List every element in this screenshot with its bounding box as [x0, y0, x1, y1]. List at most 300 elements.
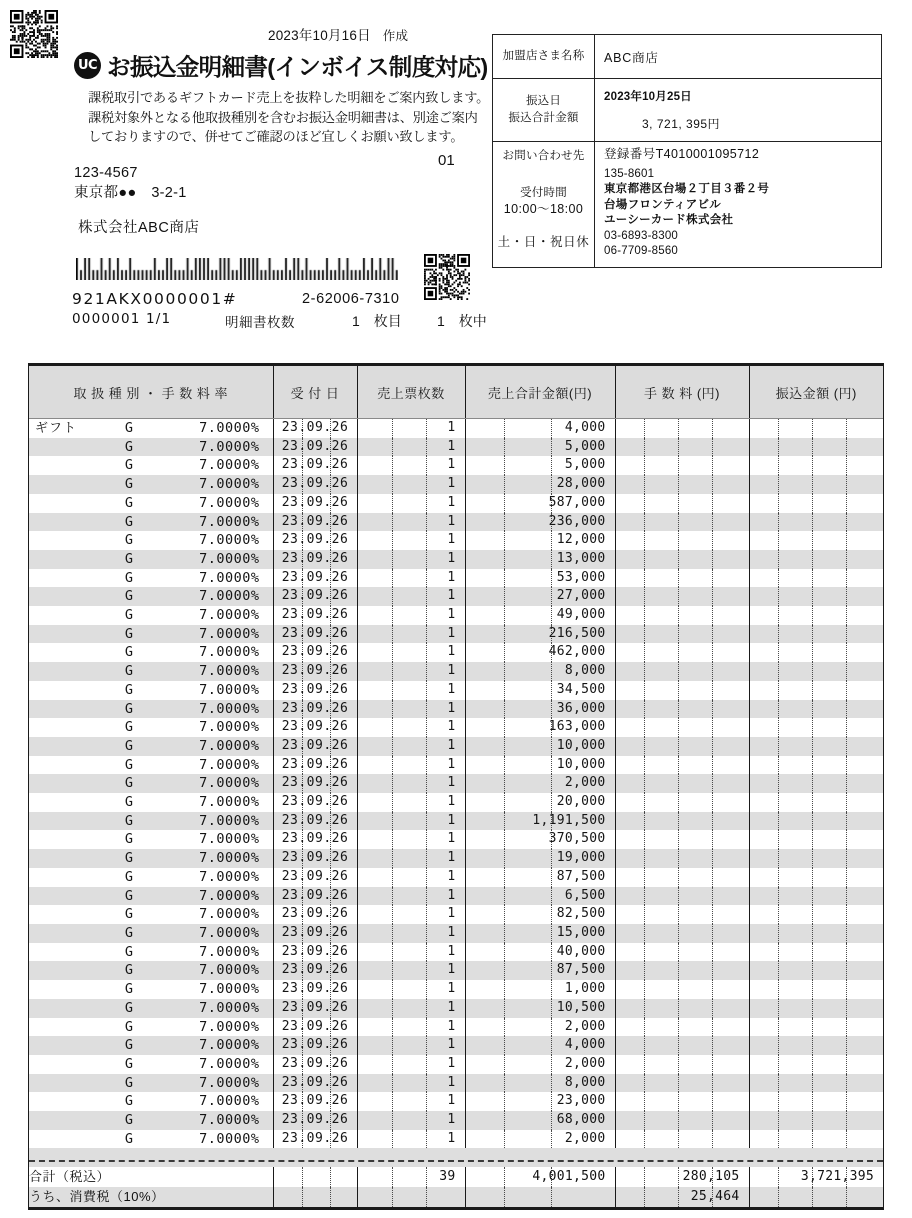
cell-kind-rate — [29, 438, 273, 457]
cell-slips: 1 — [357, 475, 465, 494]
table-row — [29, 1074, 883, 1093]
column-header-kind: 取 扱 種 別 ・ 手 数 料 率 — [29, 366, 273, 419]
cell-fee — [615, 550, 749, 569]
reference-number: 2-62006-7310 — [302, 291, 400, 307]
cell-date: 23.09.26 — [273, 999, 357, 1018]
cell-sales-amount: 4,000 — [465, 1036, 615, 1055]
cell-slips: 1 — [357, 943, 465, 962]
cell-slips: 1 — [357, 438, 465, 457]
table-row — [29, 793, 883, 812]
table-row — [29, 1055, 883, 1074]
kind-code: G — [124, 850, 134, 867]
cell-sales-amount: 36,000 — [465, 700, 615, 719]
fee-rate: 7.0000% — [199, 663, 260, 680]
cell-date: 23.09.26 — [273, 681, 357, 700]
kind-code: G — [124, 1130, 134, 1147]
fee-rate: 7.0000% — [199, 644, 260, 661]
cell-fee — [615, 980, 749, 999]
cell-kind-rate — [29, 531, 273, 550]
totals-sales: 4,001,500 — [465, 1167, 615, 1187]
kind-code: G — [124, 494, 134, 511]
cell-kind-rate — [29, 756, 273, 775]
cell-date: 23.09.26 — [273, 513, 357, 532]
table-row — [29, 1018, 883, 1037]
kind-code: G — [124, 868, 134, 885]
cell-kind-rate — [29, 513, 273, 532]
cell-kind-rate — [29, 1036, 273, 1055]
cell-kind-rate — [29, 662, 273, 681]
payment-total-label: 振込合計金額 — [508, 112, 579, 124]
fee-rate: 7.0000% — [199, 756, 260, 773]
uc-logo-icon: UC — [74, 52, 101, 79]
cell-transfer — [749, 943, 883, 962]
kind-code: G — [124, 532, 134, 549]
cell-transfer — [749, 1036, 883, 1055]
cell-fee — [615, 643, 749, 662]
cell-date: 23.09.26 — [273, 774, 357, 793]
cell-kind-rate — [29, 980, 273, 999]
table-row — [29, 961, 883, 980]
table-row — [29, 606, 883, 625]
cell-transfer — [749, 774, 883, 793]
cell-fee — [615, 587, 749, 606]
cell-transfer — [749, 550, 883, 569]
cell-slips: 1 — [357, 1018, 465, 1037]
cell-sales-amount: 10,000 — [465, 737, 615, 756]
merchant-info-box — [492, 34, 882, 268]
fee-rate: 7.0000% — [199, 1018, 260, 1035]
cell-slips: 1 — [357, 643, 465, 662]
cell-sales-amount: 87,500 — [465, 961, 615, 980]
cell-date: 23.09.26 — [273, 700, 357, 719]
cell-date: 23.09.26 — [273, 793, 357, 812]
fee-rate: 7.0000% — [199, 513, 260, 530]
postal-barcode — [76, 258, 398, 280]
cell-slips: 1 — [357, 756, 465, 775]
kind-code: G — [124, 981, 134, 998]
cell-fee — [615, 1074, 749, 1093]
cell-fee — [615, 606, 749, 625]
table-row — [29, 924, 883, 943]
cell-fee — [615, 625, 749, 644]
kind-code: G — [124, 1093, 134, 1110]
cell-date: 23.09.26 — [273, 1055, 357, 1074]
payment-total-value: 3, 721, 395円 — [642, 117, 721, 131]
fee-rate: 7.0000% — [199, 607, 260, 624]
cell-slips: 1 — [357, 718, 465, 737]
fee-rate: 7.0000% — [199, 943, 260, 960]
table-row — [29, 868, 883, 887]
table-row — [29, 849, 883, 868]
cell-transfer — [749, 849, 883, 868]
kind-code: G — [124, 1055, 134, 1072]
kind-code: G — [124, 1018, 134, 1035]
intro-line-3: しておりますので、併せてご確認のほど宜しくお願い致します。 — [88, 129, 464, 144]
cell-date: 23.09.26 — [273, 1092, 357, 1111]
page-number: 01 — [438, 152, 455, 169]
sheets-label: 明細書枚数 — [225, 315, 295, 330]
cell-sales-amount: 19,000 — [465, 849, 615, 868]
totals-transfer — [749, 1187, 883, 1207]
cell-sales-amount: 2,000 — [465, 774, 615, 793]
cell-date: 23.09.26 — [273, 494, 357, 513]
cell-sales-amount: 34,500 — [465, 681, 615, 700]
cell-slips: 1 — [357, 1074, 465, 1093]
cell-kind-rate — [29, 643, 273, 662]
cell-date: 23.09.26 — [273, 756, 357, 775]
cell-transfer — [749, 475, 883, 494]
table-row — [29, 1036, 883, 1055]
fee-rate: 7.0000% — [199, 420, 260, 436]
table-row — [29, 1092, 883, 1111]
fee-rate: 7.0000% — [199, 812, 260, 829]
cell-kind-rate — [29, 1055, 273, 1074]
fee-rate: 7.0000% — [199, 1130, 260, 1147]
kind-code: G — [124, 719, 134, 736]
kind-code: G — [124, 737, 134, 754]
table-header-row — [29, 366, 883, 419]
cell-sales-amount: 216,500 — [465, 625, 615, 644]
cell-date: 23.09.26 — [273, 887, 357, 906]
cell-fee — [615, 1111, 749, 1130]
qr-code-barcode-row — [424, 254, 470, 300]
totals-row — [29, 1167, 883, 1187]
contact-company: ユーシーカード株式会社 — [604, 214, 734, 226]
cell-slips: 1 — [357, 737, 465, 756]
kind-code: G — [124, 663, 134, 680]
table-totals — [29, 1167, 883, 1207]
cell-slips: 1 — [357, 980, 465, 999]
cell-sales-amount: 49,000 — [465, 606, 615, 625]
qr-code-top-left — [10, 10, 58, 58]
fee-rate: 7.0000% — [199, 569, 260, 586]
kind-code: G — [124, 700, 134, 717]
kind-code: G — [124, 1037, 134, 1054]
cell-kind-rate — [29, 999, 273, 1018]
cell-fee — [615, 849, 749, 868]
cell-kind-rate — [29, 569, 273, 588]
cell-sales-amount: 23,000 — [465, 1092, 615, 1111]
cell-fee — [615, 830, 749, 849]
table-row — [29, 587, 883, 606]
cell-date: 23.09.26 — [273, 643, 357, 662]
table-row — [29, 1130, 883, 1149]
cell-sales-amount: 82,500 — [465, 905, 615, 924]
cell-date: 23.09.26 — [273, 475, 357, 494]
cell-transfer — [749, 456, 883, 475]
cell-sales-amount: 53,000 — [465, 569, 615, 588]
kind-code: G — [124, 513, 134, 530]
cell-fee — [615, 494, 749, 513]
cell-kind-rate — [29, 606, 273, 625]
table-row — [29, 905, 883, 924]
cell-slips: 1 — [357, 1055, 465, 1074]
cell-transfer — [749, 419, 883, 438]
cell-transfer — [749, 1130, 883, 1149]
fee-rate: 7.0000% — [199, 1055, 260, 1072]
table-row — [29, 999, 883, 1018]
table-header — [29, 366, 883, 419]
cell-date: 23.09.26 — [273, 868, 357, 887]
registration-number: 登録番号T4010001095712 — [604, 147, 760, 161]
cell-kind-rate — [29, 737, 273, 756]
contact-row — [493, 142, 881, 267]
contact-postal: 135-8601 — [604, 167, 655, 180]
cell-sales-amount: 5,000 — [465, 456, 615, 475]
kind-code: G — [124, 625, 134, 642]
cell-fee — [615, 475, 749, 494]
intro-paragraph — [88, 88, 488, 147]
cell-transfer — [749, 793, 883, 812]
cell-kind-rate — [29, 681, 273, 700]
cell-transfer — [749, 438, 883, 457]
cell-transfer — [749, 494, 883, 513]
recipient-company-name: 株式会社ABC商店 — [78, 220, 200, 236]
cell-slips: 1 — [357, 606, 465, 625]
cell-sales-amount: 370,500 — [465, 830, 615, 849]
cell-slips: 1 — [357, 550, 465, 569]
recipient-address — [74, 163, 187, 203]
kind-code: G — [124, 924, 134, 941]
cell-sales-amount: 1,191,500 — [465, 812, 615, 831]
table-row — [29, 456, 883, 475]
cell-fee — [615, 1055, 749, 1074]
cell-fee — [615, 419, 749, 438]
fee-rate: 7.0000% — [199, 700, 260, 717]
table-body — [29, 419, 883, 1168]
cell-sales-amount: 1,000 — [465, 980, 615, 999]
fee-rate: 7.0000% — [199, 981, 260, 998]
fee-rate: 7.0000% — [199, 924, 260, 941]
cell-date: 23.09.26 — [273, 812, 357, 831]
fee-rate: 7.0000% — [199, 494, 260, 511]
table-row — [29, 812, 883, 831]
cell-sales-amount: 8,000 — [465, 1074, 615, 1093]
kind-code: G — [124, 438, 134, 455]
cell-fee — [615, 718, 749, 737]
cell-sales-amount: 587,000 — [465, 494, 615, 513]
statement-table — [29, 366, 883, 1207]
fee-rate: 7.0000% — [199, 794, 260, 811]
cell-fee — [615, 662, 749, 681]
cell-date: 23.09.26 — [273, 905, 357, 924]
table-row — [29, 718, 883, 737]
cell-fee — [615, 681, 749, 700]
cell-date: 23.09.26 — [273, 830, 357, 849]
sheet-current: 1 枚目 — [352, 313, 402, 329]
table-row — [29, 943, 883, 962]
kind-code: G — [124, 644, 134, 661]
table-row — [29, 681, 883, 700]
cell-fee — [615, 961, 749, 980]
cell-transfer — [749, 756, 883, 775]
table-row — [29, 494, 883, 513]
cell-kind-rate — [29, 812, 273, 831]
kind-code: G — [124, 569, 134, 586]
cell-fee — [615, 569, 749, 588]
creation-date-suffix: 作成 — [382, 29, 409, 43]
table-row — [29, 625, 883, 644]
cell-date: 23.09.26 — [273, 625, 357, 644]
merchant-name-label: 加盟店さま名称 — [493, 35, 595, 78]
cell-slips: 1 — [357, 625, 465, 644]
fee-rate: 7.0000% — [199, 532, 260, 549]
cell-transfer — [749, 569, 883, 588]
cell-date: 23.09.26 — [273, 718, 357, 737]
cell-kind-rate — [29, 830, 273, 849]
cell-kind-rate — [29, 1111, 273, 1130]
cell-sales-amount: 163,000 — [465, 718, 615, 737]
sheet-total: 1 枚中 — [437, 313, 487, 329]
fee-rate: 7.0000% — [199, 999, 260, 1016]
cell-kind-rate — [29, 1092, 273, 1111]
cell-transfer — [749, 887, 883, 906]
cell-slips: 1 — [357, 681, 465, 700]
cell-transfer — [749, 662, 883, 681]
cell-sales-amount: 68,000 — [465, 1111, 615, 1130]
fee-rate: 7.0000% — [199, 962, 260, 979]
cell-transfer — [749, 1074, 883, 1093]
fee-rate: 7.0000% — [199, 476, 260, 493]
cell-sales-amount: 13,000 — [465, 550, 615, 569]
cell-slips: 1 — [357, 1092, 465, 1111]
cell-date: 23.09.26 — [273, 849, 357, 868]
cell-slips: 1 — [357, 793, 465, 812]
column-header-fee: 手 数 料 (円) — [615, 366, 749, 419]
cell-kind-rate — [29, 793, 273, 812]
cell-fee — [615, 737, 749, 756]
kind-code: G — [124, 550, 134, 567]
cell-date: 23.09.26 — [273, 1074, 357, 1093]
cell-transfer — [749, 905, 883, 924]
cell-sales-amount: 27,000 — [465, 587, 615, 606]
page-title: お振込金明細書(インボイス制度対応) — [107, 54, 488, 80]
contact-tel-2: 06-7709-8560 — [604, 245, 679, 257]
hours-value: 10:00〜18:00 — [503, 202, 584, 216]
kind-code: G — [124, 588, 134, 605]
table-row — [29, 774, 883, 793]
cell-date: 23.09.26 — [273, 662, 357, 681]
table-row — [29, 980, 883, 999]
cell-fee — [615, 943, 749, 962]
kind-code: G — [124, 794, 134, 811]
cell-fee — [615, 531, 749, 550]
statement-table-container — [28, 363, 884, 1210]
totals-sales — [465, 1187, 615, 1207]
cell-slips: 1 — [357, 587, 465, 606]
cell-slips: 1 — [357, 830, 465, 849]
cell-kind-rate — [29, 849, 273, 868]
cell-date: 23.09.26 — [273, 1111, 357, 1130]
kind-code: G — [124, 812, 134, 829]
cell-fee — [615, 887, 749, 906]
cell-kind-rate — [29, 887, 273, 906]
cell-sales-amount: 87,500 — [465, 868, 615, 887]
cell-date: 23.09.26 — [273, 569, 357, 588]
cell-date: 23.09.26 — [273, 587, 357, 606]
table-row — [29, 737, 883, 756]
table-row — [29, 475, 883, 494]
fee-rate: 7.0000% — [199, 1074, 260, 1091]
cell-fee — [615, 1130, 749, 1149]
cell-slips: 1 — [357, 419, 465, 438]
column-header-date: 受 付 日 — [273, 366, 357, 419]
cell-transfer — [749, 531, 883, 550]
kind-code: G — [124, 831, 134, 848]
cell-kind-rate — [29, 943, 273, 962]
cell-fee — [615, 999, 749, 1018]
payment-row — [493, 79, 881, 142]
cell-date: 23.09.26 — [273, 924, 357, 943]
cell-transfer — [749, 513, 883, 532]
cell-slips: 1 — [357, 868, 465, 887]
cell-sales-amount: 2,000 — [465, 1055, 615, 1074]
table-row — [29, 1111, 883, 1130]
cell-fee — [615, 774, 749, 793]
cell-slips: 1 — [357, 774, 465, 793]
cell-sales-amount: 12,000 — [465, 531, 615, 550]
cell-slips: 1 — [357, 513, 465, 532]
cell-fee — [615, 812, 749, 831]
cell-sales-amount: 4,000 — [465, 419, 615, 438]
cell-slips: 1 — [357, 849, 465, 868]
payment-labels — [493, 79, 595, 141]
fee-rate: 7.0000% — [199, 1093, 260, 1110]
cell-transfer — [749, 924, 883, 943]
cell-transfer — [749, 1111, 883, 1130]
cell-transfer — [749, 1055, 883, 1074]
cell-date: 23.09.26 — [273, 1036, 357, 1055]
cell-sales-amount: 5,000 — [465, 438, 615, 457]
cell-slips: 1 — [357, 961, 465, 980]
payment-values — [595, 79, 881, 141]
cell-kind-rate — [29, 494, 273, 513]
cell-fee — [615, 905, 749, 924]
cell-kind-rate — [29, 1074, 273, 1093]
contact-label: お問い合わせ先 — [502, 150, 585, 162]
customer-code: 921AKX0000001# — [72, 290, 238, 308]
cell-transfer — [749, 1018, 883, 1037]
table-row — [29, 756, 883, 775]
fee-rate: 7.0000% — [199, 457, 260, 474]
fee-rate: 7.0000% — [199, 887, 260, 904]
kind-code: G — [124, 887, 134, 904]
fee-rate: 7.0000% — [199, 831, 260, 848]
kind-code: G — [124, 457, 134, 474]
kind-label: ギフト — [35, 420, 78, 435]
creation-date-value: 2023年10月16日 — [268, 28, 371, 43]
kind-code: G — [124, 943, 134, 960]
kind-code: G — [124, 476, 134, 493]
cell-kind-rate — [29, 1130, 273, 1149]
table-row — [29, 513, 883, 532]
cell-slips: 1 — [357, 569, 465, 588]
cell-date: 23.09.26 — [273, 531, 357, 550]
cell-sales-amount: 28,000 — [465, 475, 615, 494]
fee-rate: 7.0000% — [199, 588, 260, 605]
cell-sales-amount: 2,000 — [465, 1130, 615, 1149]
fee-rate: 7.0000% — [199, 1037, 260, 1054]
kind-code: G — [124, 420, 134, 436]
cell-slips: 1 — [357, 905, 465, 924]
cell-slips: 1 — [357, 1036, 465, 1055]
cell-fee — [615, 700, 749, 719]
cell-kind-rate — [29, 700, 273, 719]
cell-sales-amount: 40,000 — [465, 943, 615, 962]
kind-code: G — [124, 1074, 134, 1091]
kind-code: G — [124, 1112, 134, 1129]
totals-row — [29, 1187, 883, 1207]
